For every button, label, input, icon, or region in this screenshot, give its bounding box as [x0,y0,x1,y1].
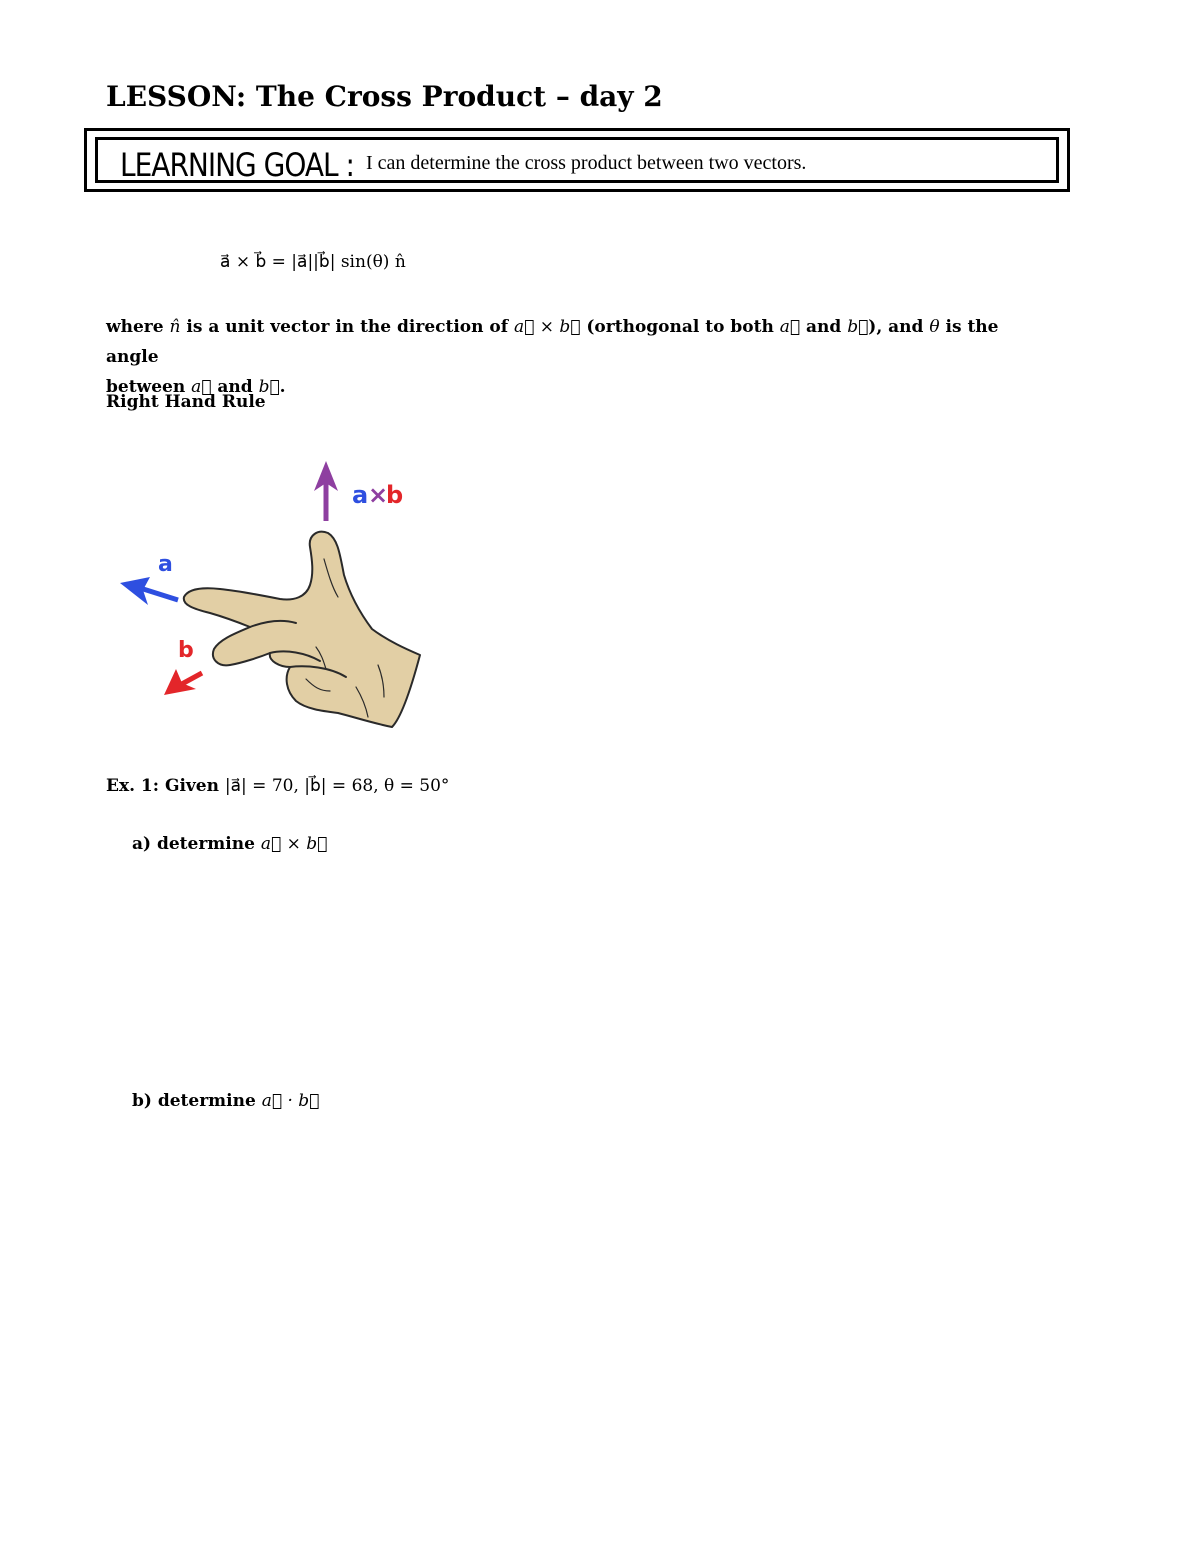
right-hand-rule-heading: Right Hand Rule [106,392,266,412]
b-vector-symbol: b⃗ [258,377,280,397]
right-hand-rule-diagram [110,455,440,740]
example-given-values: |a⃗| = 70, |b⃗| = 68, θ = 50° [224,776,450,796]
cross-product-formula: a⃗ × b⃗ = |a⃗||b⃗| sin(θ) n̂ [220,252,406,272]
learning-goal-box [84,128,1070,192]
example-1-given [106,776,449,796]
learning-goal-label: LEARNING GOAL : [120,146,354,184]
a-cross-b-symbol: a⃗ × b⃗ [513,317,581,337]
b-vector-symbol: b⃗ [847,317,869,337]
explanation-text: between [106,377,192,397]
explanation-text: . [279,377,286,397]
explanation-text: is a unit vector in the direction of [180,317,514,337]
a-arrow [120,577,178,605]
explanation-text: is the angle [106,317,999,367]
example-part-b [132,1091,319,1111]
axb-label-a: a [352,481,369,509]
example-given-label: Ex. 1: Given [106,776,225,796]
b-label: b [178,638,194,663]
explanation-text: where [106,317,170,337]
formula-explanation [106,312,1006,402]
explanation-text: ), and [868,317,930,337]
hand-illustration [184,532,420,727]
b-arrow [164,669,202,695]
axb-label-b: b [386,481,404,509]
example-part-a [132,834,327,854]
part-b-label: b) determine [132,1091,262,1111]
learning-goal-text: I can determine the cross product between two vectors. [366,152,807,174]
explanation-text: and [800,317,848,337]
a-vector-symbol: a⃗ [191,377,212,397]
learning-goal-inner-border [95,137,1059,183]
a-label: a [158,552,173,577]
a-vector-symbol: a⃗ [779,317,801,337]
part-a-label: a) determine [132,834,261,854]
part-b-math: a⃗ · b⃗ [261,1091,320,1111]
axb-label-times: × [368,481,389,509]
explanation-text: and [211,377,259,397]
page-title: LESSON: The Cross Product – day 2 [106,80,663,113]
theta-symbol: θ [929,317,940,337]
axb-arrow [314,461,338,521]
explanation-text: (orthogonal to both [580,317,780,337]
n-hat-symbol: n̂ [169,317,181,337]
part-a-math: a⃗ × b⃗ [260,834,328,854]
